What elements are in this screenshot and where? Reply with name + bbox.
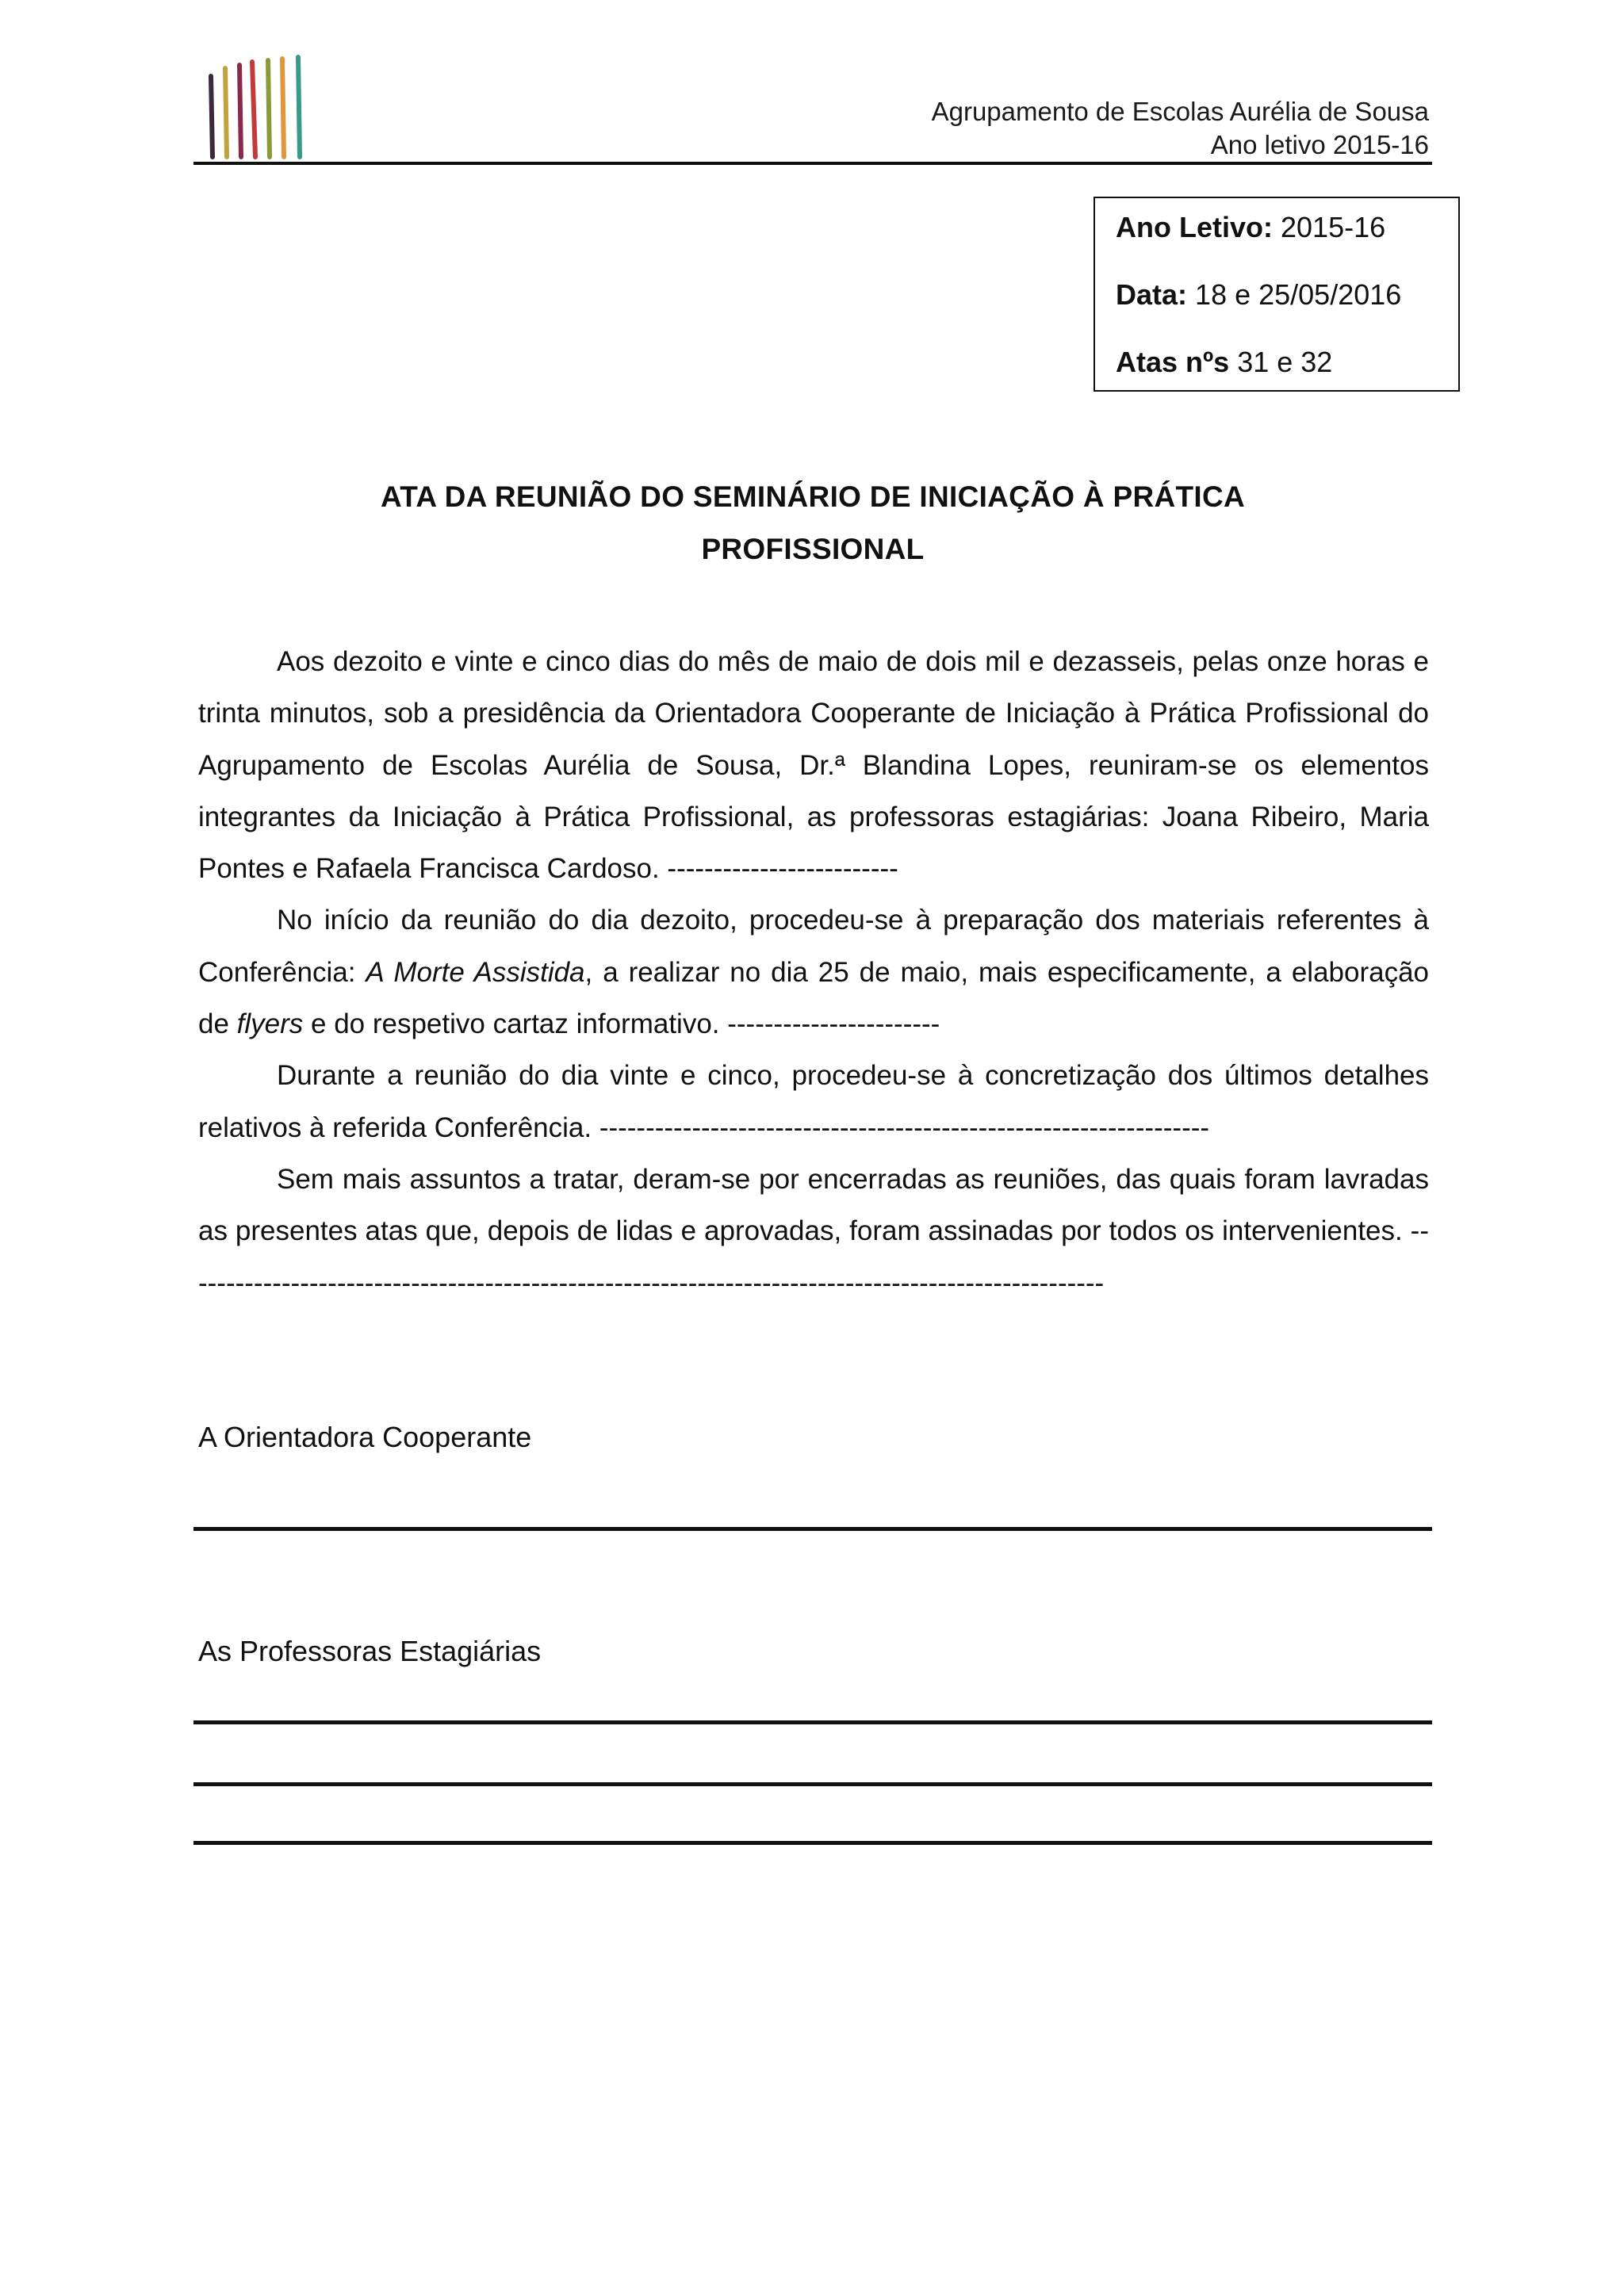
school-logo-icon: [205, 54, 316, 162]
info-data: [1116, 278, 1458, 346]
minutes-body: [198, 636, 1429, 1309]
page-header: [932, 95, 1429, 162]
paragraph-first-meeting: [198, 894, 1429, 1050]
title-line-2: PROFISSIONAL: [701, 533, 925, 565]
orientadora-signature-label: A Orientadora Cooperante: [198, 1421, 532, 1453]
header-divider: [193, 162, 1432, 165]
paragraph-closing: Sem mais assuntos a tratar, deram-se por encerradas as reuniões, das quais foram lavradas as presentes atas que, depois de lidas e aprovadas, foram assinadas por todos os intervenientes. ----------------------------------------------------------------------------------------------------: [198, 1163, 1429, 1299]
info-atas-label: Atas nºs: [1116, 346, 1230, 378]
p2-text-1: No início da reunião do dia dezoito, procedeu-se à preparação dos materiais referentes à Conferência:: [198, 905, 1429, 988]
logo-stripe: [252, 62, 255, 157]
info-atas: [1116, 346, 1458, 413]
estagiaria-signature-line: [193, 1720, 1432, 1724]
p2-text-2: , a realizar no dia 25 de maio, mais especificamente, a elaboração de: [198, 956, 1430, 1040]
logo-stripe: [282, 59, 284, 157]
header-school-name: Agrupamento de Escolas Aurélia de Sousa: [931, 97, 1429, 126]
info-data-label: Data:: [1116, 278, 1188, 311]
title-line-1: ATA DA REUNIÃO DO SEMINÁRIO DE INICIAÇÃO À PRÁTICA: [380, 480, 1246, 513]
logo-stripe: [298, 57, 300, 157]
logo-stripe: [268, 60, 270, 157]
document-title: [193, 471, 1432, 576]
flyers-word: flyers: [236, 1008, 304, 1040]
logo-stripe: [239, 65, 241, 157]
info-box: [1094, 197, 1460, 392]
logo-stripe: [225, 68, 227, 157]
paragraph-second-meeting: Durante a reunião do dia vinte e cinco, procedeu-se à concretização dos últimos detalhes relativos à referida Conferência. ------------------------------------------------------------------: [198, 1060, 1429, 1143]
logo-stripe: [211, 76, 213, 157]
estagiaria-signature-line: [193, 1841, 1432, 1845]
conference-title: A Morte Assistida: [366, 956, 585, 988]
info-data-value: 18 e 25/05/2016: [1195, 278, 1402, 311]
info-atas-value: 31 e 32: [1237, 346, 1333, 378]
paragraph-attendance: Aos dezoito e vinte e cinco dias do mês de maio de dois mil e dezasseis, pelas onze horas e trinta minutos, sob a presidência da Orientadora Cooperante de Iniciação à Prática Profissional do Agrupamento de Escolas Aurélia de Sousa, Dr.ª Blandina Lopes, reuniram-se os elementos integrantes da Iniciação à Prática Profissional, as professoras estagiárias: Joana Ribeiro, Maria Pontes e Rafaela Francisca Cardoso. -------------------------: [198, 646, 1429, 885]
estagiarias-signature-label: As Professoras Estagiárias: [198, 1635, 542, 1667]
estagiaria-signature-line: [193, 1782, 1432, 1786]
info-ano-value: 2015-16: [1281, 211, 1386, 243]
orientadora-signature-line: [193, 1527, 1432, 1531]
p2-text-3: e do respetivo cartaz informativo. -----------------------: [303, 1008, 940, 1040]
header-school-year: Ano letivo 2015-16: [1210, 130, 1429, 159]
info-ano-label: Ano Letivo:: [1116, 211, 1273, 243]
info-ano-letivo: [1116, 211, 1458, 278]
